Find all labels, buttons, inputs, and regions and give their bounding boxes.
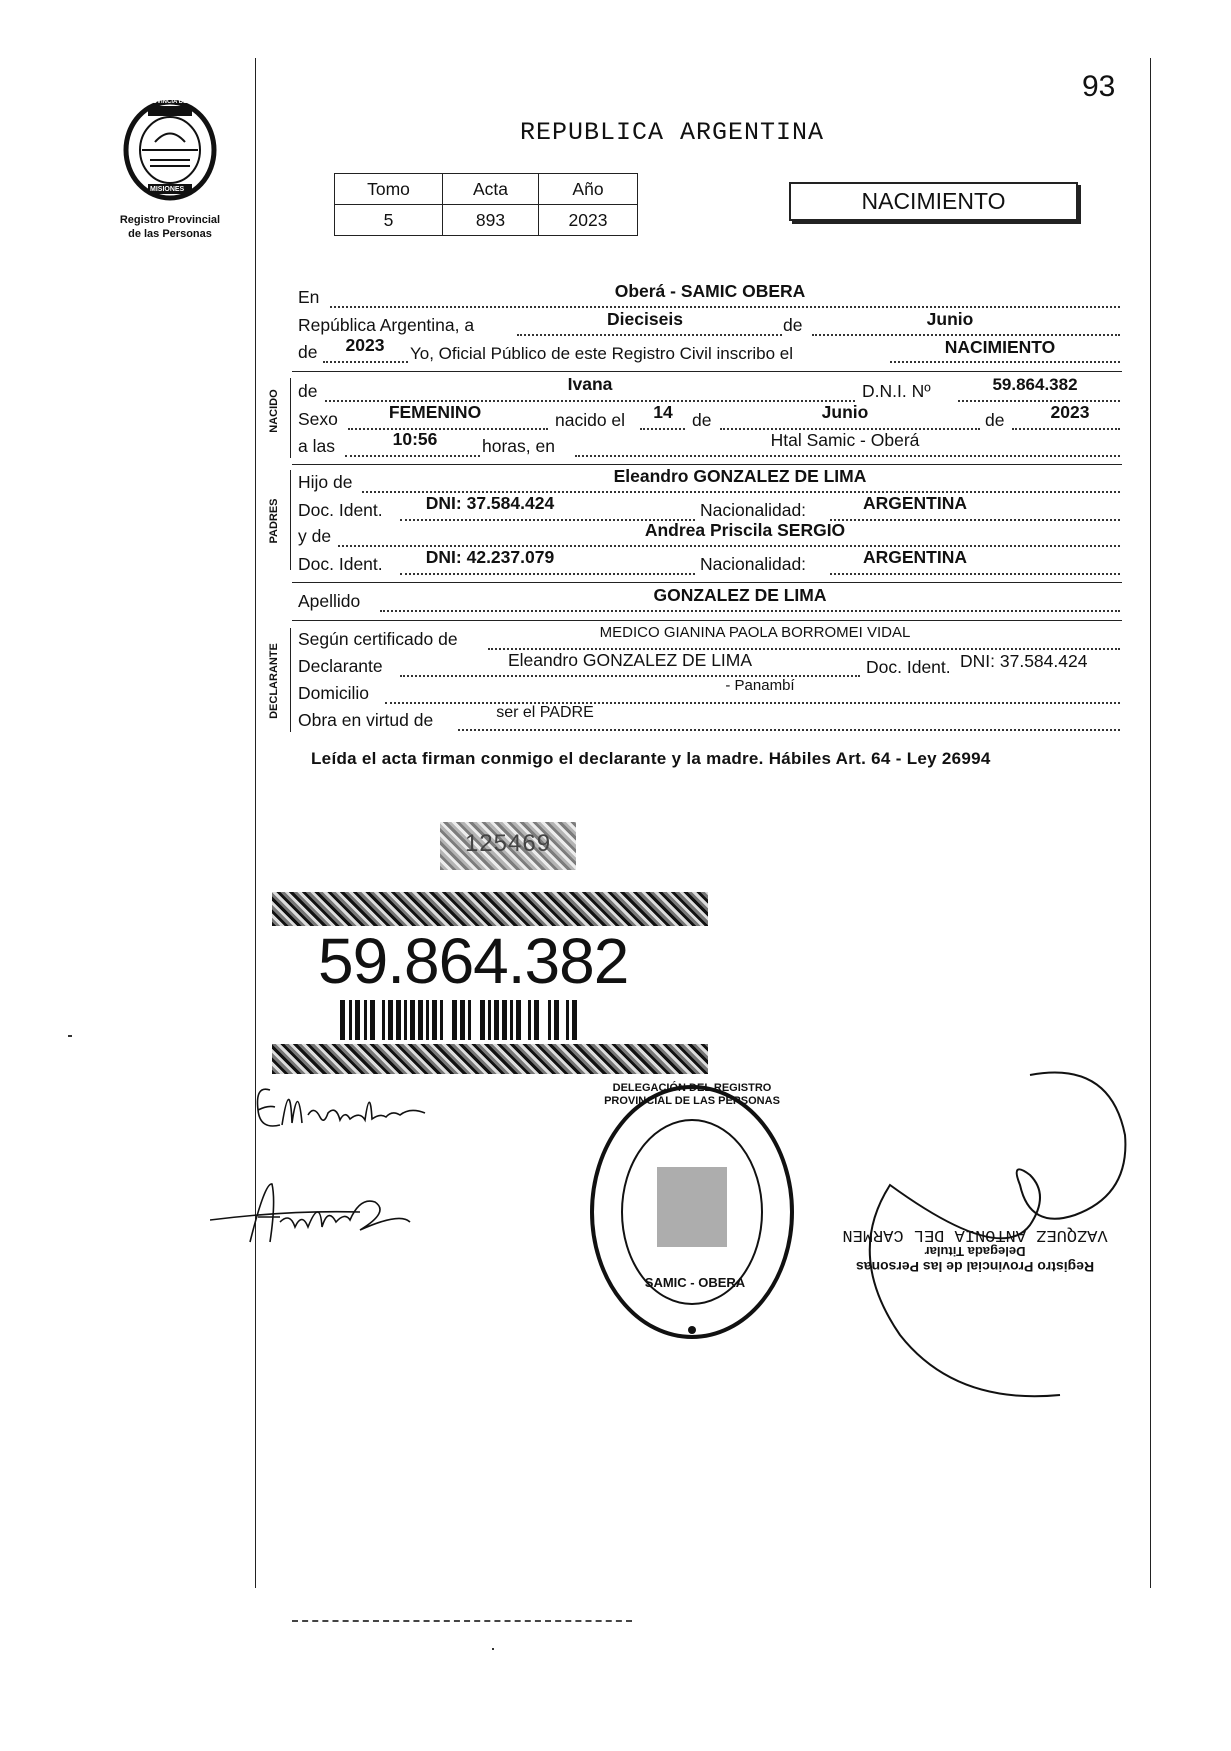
apellido-bottom-line xyxy=(292,620,1122,621)
record-type-label: NACIMIENTO xyxy=(861,188,1006,214)
father-nat-label: Nacionalidad: xyxy=(700,500,807,520)
declarante-bracket xyxy=(290,628,291,732)
record-table-value-row xyxy=(335,205,638,236)
table-header-acta: Acta xyxy=(443,174,539,205)
table-value-ano: 2023 xyxy=(539,205,638,236)
birth-year-dots xyxy=(1012,428,1120,430)
inscribo-text: Yo, Oficial Público de este Registro Civil inscribo el xyxy=(410,344,793,363)
page-number: 93 xyxy=(1082,70,1116,103)
year-value: 2023 xyxy=(345,335,385,355)
sexo-value: FEMENINO xyxy=(388,402,482,422)
en-label: En xyxy=(298,287,320,307)
birth-de-label-2: de xyxy=(985,410,1005,430)
month-dots xyxy=(812,334,1120,336)
stamp-ring-text: DELEGACIÓN DEL REGISTRO PROVINCIAL DE LAS PERSONAS xyxy=(604,1082,780,1107)
cert-value: MEDICO GIANINA PAOLA BORROMEI VIDAL xyxy=(599,624,911,641)
declarante-name: Eleandro GONZALEZ DE LIMA xyxy=(507,650,753,670)
time-dots xyxy=(345,455,480,457)
padres-bracket xyxy=(290,470,291,570)
barcode-number: 59.864.382 xyxy=(318,925,629,997)
father-doc-label: Doc. Ident. xyxy=(298,500,383,520)
declarante-label: Declarante xyxy=(298,656,383,676)
a-las-label: a las xyxy=(298,436,335,456)
intro-bottom-line xyxy=(292,371,1122,372)
mother-doc-dots xyxy=(400,573,695,575)
mother-doc-label: Doc. Ident. xyxy=(298,554,383,574)
father-doc: DNI: 37.584.424 xyxy=(425,493,555,513)
cert-label: Según certificado de xyxy=(298,629,458,649)
month-value: Junio xyxy=(926,309,974,329)
closing-text: Leída el acta firman conmigo el declarante y la madre. Hábiles Art. 64 - Ley 26994 xyxy=(311,749,991,768)
mother-doc: DNI: 42.237.079 xyxy=(425,547,555,567)
year-dots xyxy=(323,361,408,363)
table-header-ano: Año xyxy=(539,174,638,205)
de-label: de xyxy=(783,315,803,335)
birth-place: Htal Samic - Oberá xyxy=(770,430,920,450)
y-de-label: y de xyxy=(298,526,332,546)
obra-value: ser el PADRE xyxy=(496,704,594,721)
bottom-scan-line xyxy=(292,1620,632,1622)
en-dots xyxy=(330,306,1120,308)
apellido-label: Apellido xyxy=(298,591,361,611)
year-prefix-label: de xyxy=(298,342,318,362)
domicilio-label: Domicilio xyxy=(298,683,369,703)
inscribo-value: NACIMIENTO xyxy=(944,337,1056,357)
country-title: REPUBLICA ARGENTINA xyxy=(520,118,825,147)
seal-line-2: Delegada Titular xyxy=(924,1244,1026,1259)
nacido-el-label: nacido el xyxy=(555,410,626,430)
horas-en-label: horas, en xyxy=(482,436,555,456)
father-name: Eleandro GONZALEZ DE LIMA xyxy=(613,466,867,486)
padres-section-label: PADRES xyxy=(268,498,280,544)
declarante-section-label: DECLARANTE xyxy=(268,643,280,719)
logo-text-bottom: MISIONES xyxy=(150,186,185,193)
birth-month: Junio xyxy=(821,402,869,422)
barcode-pattern-bottom xyxy=(272,1044,708,1074)
birth-time: 10:56 xyxy=(392,429,438,449)
birth-year: 2023 xyxy=(1050,402,1090,422)
en-value: Oberá - SAMIC OBERA xyxy=(614,281,806,301)
record-table-header-row xyxy=(335,174,638,205)
declarante-signature xyxy=(250,1075,490,1150)
obra-dots xyxy=(458,729,1120,731)
scan-dot-bottom xyxy=(492,1648,494,1650)
dni-label: D.N.I. Nº xyxy=(862,381,931,401)
record-type-box xyxy=(789,182,1078,221)
father-nat-dots xyxy=(830,519,1120,521)
official-stamp xyxy=(582,1072,802,1357)
logo-text-top: PROVINCIA DE xyxy=(144,99,188,105)
official-seal xyxy=(840,1225,1110,1275)
apellido-dots xyxy=(380,610,1120,612)
day-value: Dieciseis xyxy=(607,309,683,329)
table-value-acta: 893 xyxy=(443,205,539,236)
sexo-label: Sexo xyxy=(298,409,338,429)
right-margin-line xyxy=(1150,58,1151,1588)
republica-label: República Argentina, a xyxy=(298,315,475,335)
birth-day-dots xyxy=(640,428,685,430)
nacido-bottom-line xyxy=(292,464,1122,465)
inscribo-dots xyxy=(890,361,1120,363)
table-header-tomo: Tomo xyxy=(335,174,443,205)
mother-name: Andrea Priscila SERGIO xyxy=(644,520,846,540)
padres-bottom-line xyxy=(292,582,1122,583)
mother-signature xyxy=(210,1172,440,1257)
table-value-tomo: 5 xyxy=(335,205,443,236)
registry-name-line2: de las Personas xyxy=(128,228,212,240)
province-logo xyxy=(120,100,220,210)
barcode-pattern-top xyxy=(272,892,708,926)
obra-label: Obra en virtud de xyxy=(298,710,434,730)
domicilio-value: - Panambí xyxy=(725,677,795,694)
day-dots xyxy=(517,334,782,336)
seal-line-3: VAZQUEZ ANTONIA DEL CARMEN xyxy=(842,1225,1108,1244)
declarante-doc: DNI: 37.584.424 xyxy=(960,651,1088,671)
nacido-section-label: NACIDO xyxy=(268,389,280,433)
stamp-center-text: SAMIC - OBERA xyxy=(644,1275,746,1290)
nacido-bracket xyxy=(290,378,291,458)
birth-de-label-1: de xyxy=(692,410,712,430)
mother-nat-label: Nacionalidad: xyxy=(700,554,807,574)
scan-dot-left xyxy=(68,1035,72,1037)
registry-name-line1: Registro Provincial xyxy=(119,214,221,226)
hijo-de-label: Hijo de xyxy=(298,472,353,492)
apellido-value: GONZALEZ DE LIMA xyxy=(653,585,827,605)
nacido-de-label: de xyxy=(298,381,318,401)
barcode-bars xyxy=(340,1000,590,1045)
declarante-doc-label: Doc. Ident. xyxy=(866,657,951,677)
mother-nat-dots xyxy=(830,573,1120,575)
record-table xyxy=(334,173,638,236)
mother-nationality: ARGENTINA xyxy=(862,547,968,567)
birth-day: 14 xyxy=(653,402,673,422)
father-nationality: ARGENTINA xyxy=(862,493,968,513)
child-name: Ivana xyxy=(567,374,613,394)
seal-line-1: Registro Provincial de las Personas xyxy=(855,1259,1095,1275)
place-dots xyxy=(575,455,1120,457)
left-margin-line xyxy=(255,58,256,1588)
security-code: 125469 xyxy=(464,830,552,857)
child-dni: 59.864.382 xyxy=(992,375,1078,394)
